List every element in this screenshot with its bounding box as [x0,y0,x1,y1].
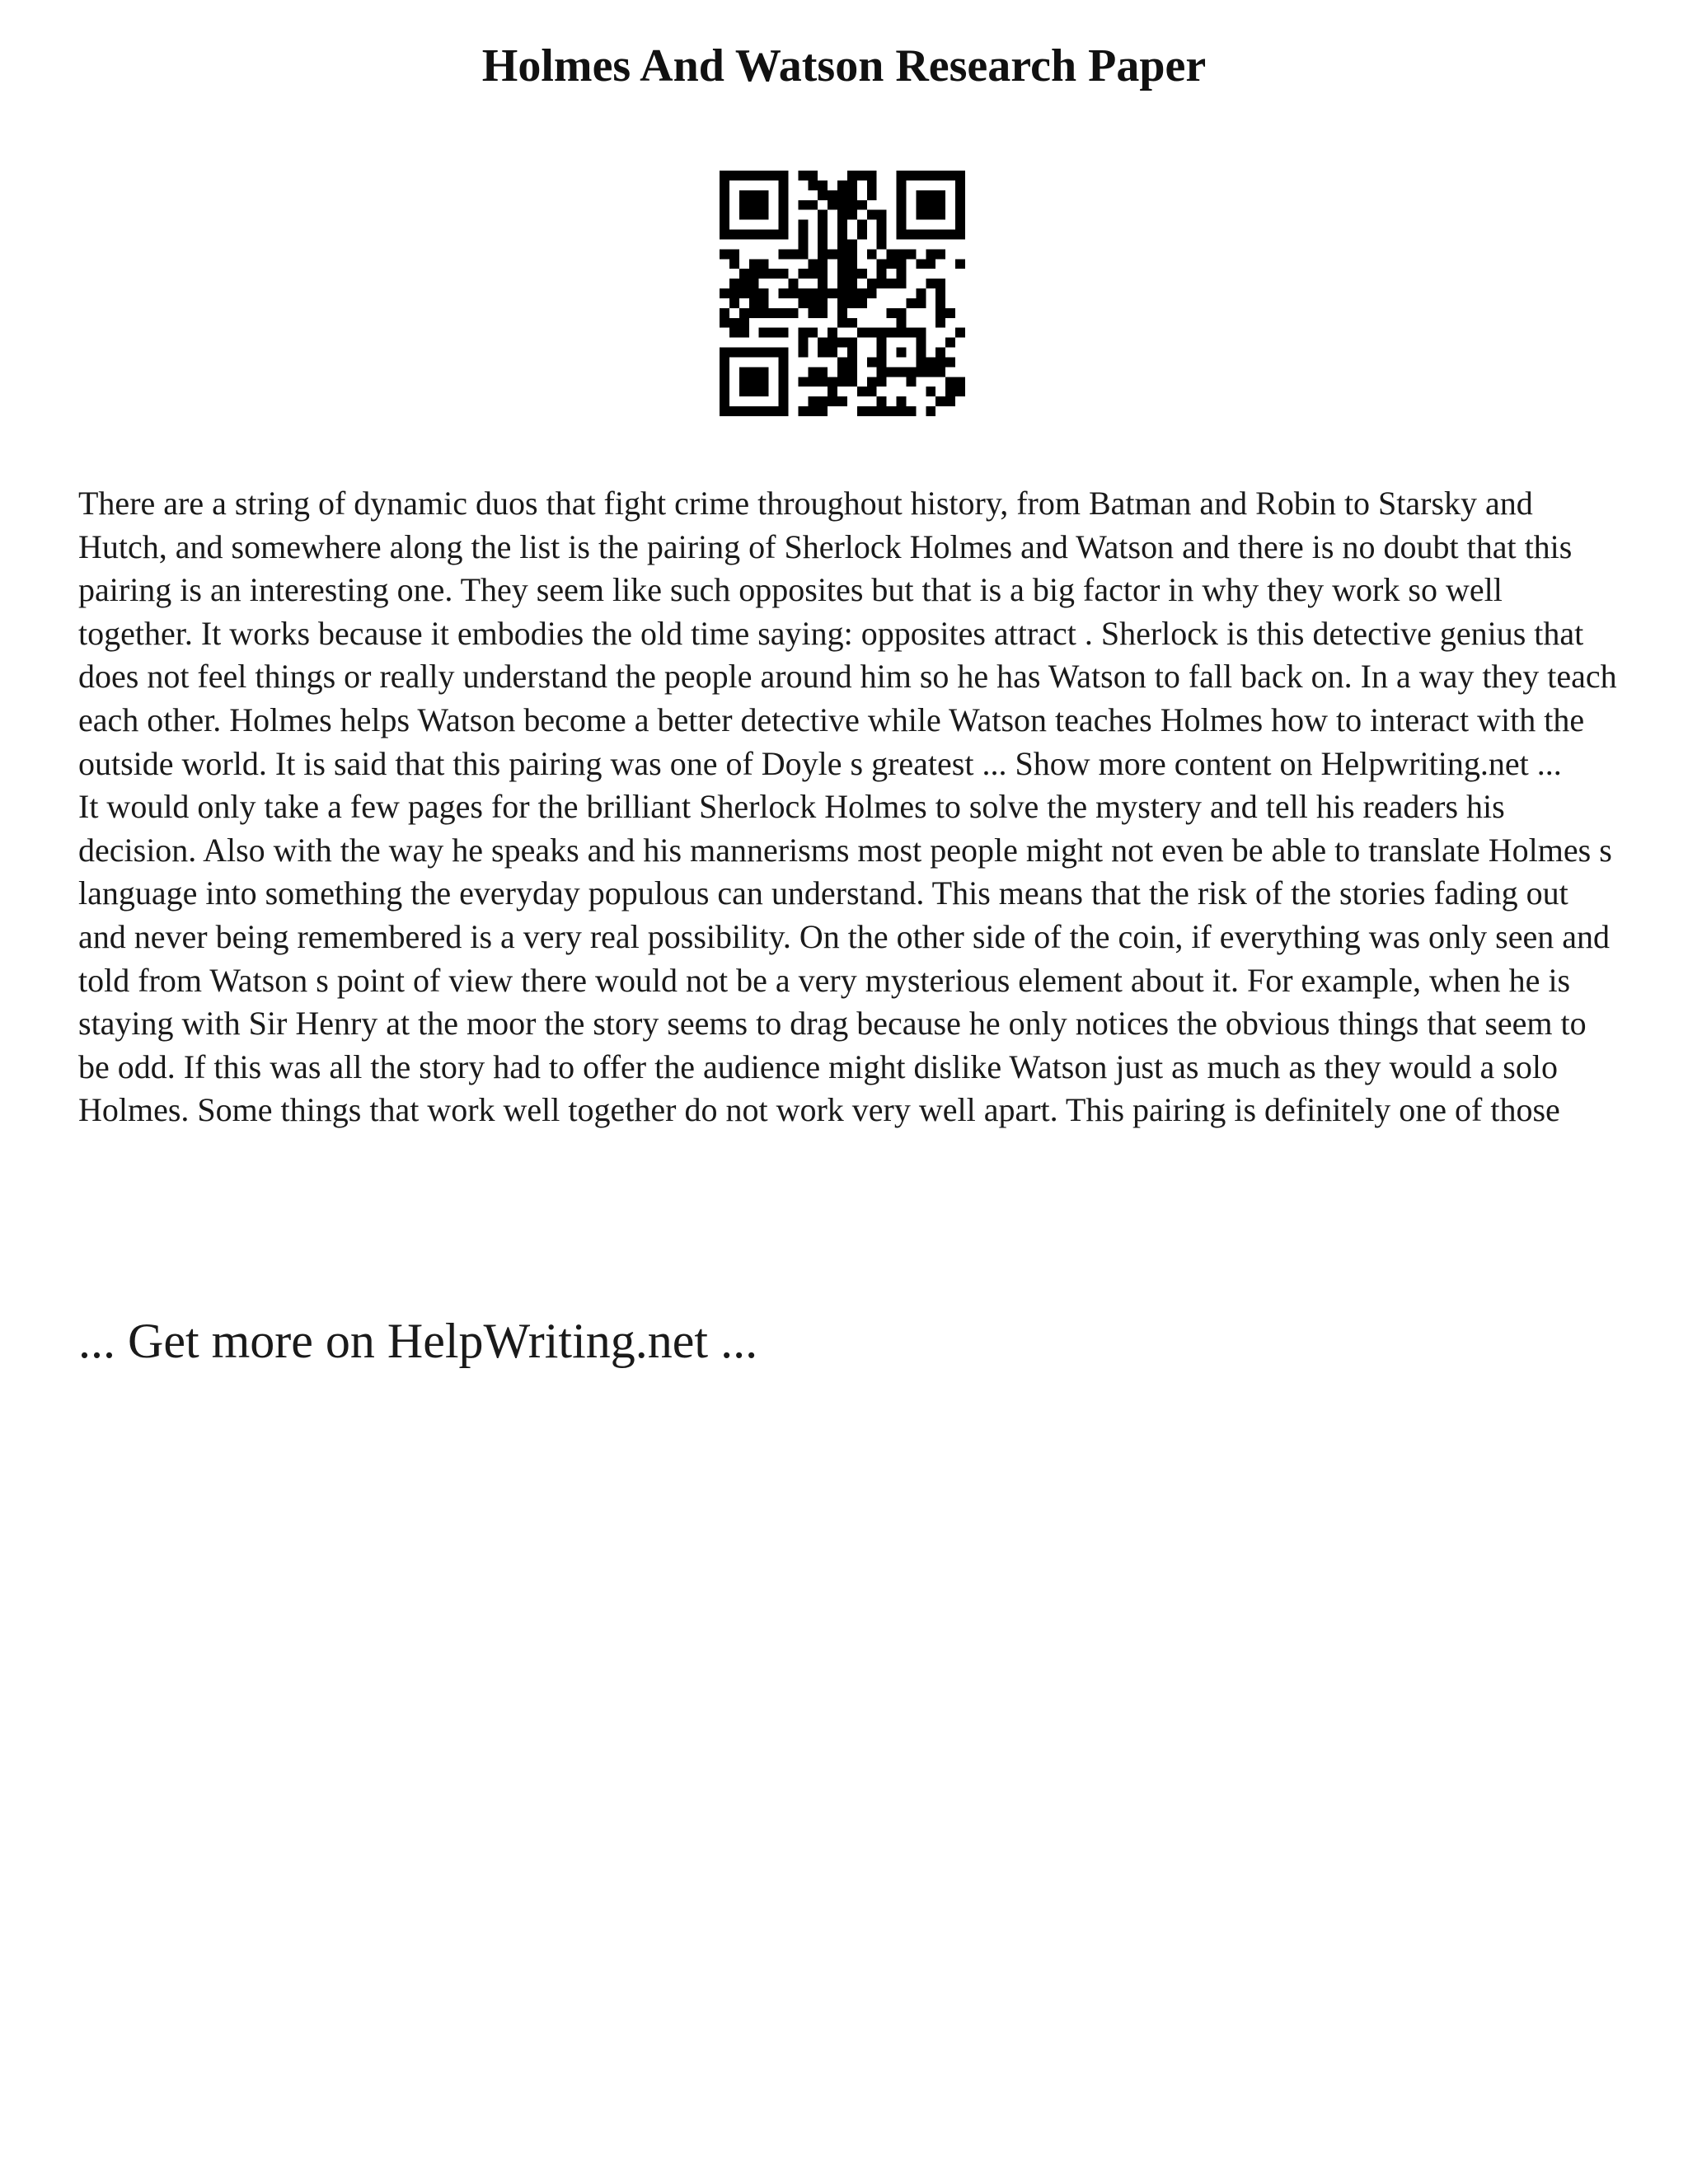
document-body [78,482,1620,1132]
get-more-link[interactable]: ... Get more on HelpWriting.net ... [78,1314,758,1368]
document-title: Holmes And Watson Research Paper [481,40,1207,91]
body-paragraph: It would only take a few pages for the brilliant Sherlock Holmes to solve the mystery and tell his readers his decision. Also with the way he speaks and his mannerisms most people might not even be able to translate Holmes s language into something the everyday populous can understand. This means that the risk of the stories fading out and never being remembered is a very real possibility. On the other side of the coin, if everything was only seen and told from Watson s point of view there would not be a very mysterious element about it. For example, when he is staying with Sir Henry at the moor the story seems to drag because he only notices the obvious things that seem to be odd. If this was all the story had to offer the audience might dislike Watson just as much as they would a solo Holmes. Some things that work well together do not work very well apart. This pairing is definitely one of those [78,788,1612,1129]
qr-code-icon [720,171,965,416]
body-paragraph: There are a string of dynamic duos that fight crime throughout history, from Batman and Robin to Starsky and Hutch, and somewhere along the list is the pairing of Sherlock Holmes and Watson and there is no doubt that this pairing is an interesting one. They seem like such opposites but that is a big factor in why they work so well together. It works because it embodies the old time saying: opposites attract . Sherlock is this detective genius that does not feel things or really understand the people around him so he has Watson to fall back on. In a way they teach each other. Holmes helps Watson become a better detective while Watson teaches Holmes how to interact with the outside world. It is said that this pairing was one of Doyle s greatest ... Show more content on Helpwriting.net ... [78,485,1617,782]
